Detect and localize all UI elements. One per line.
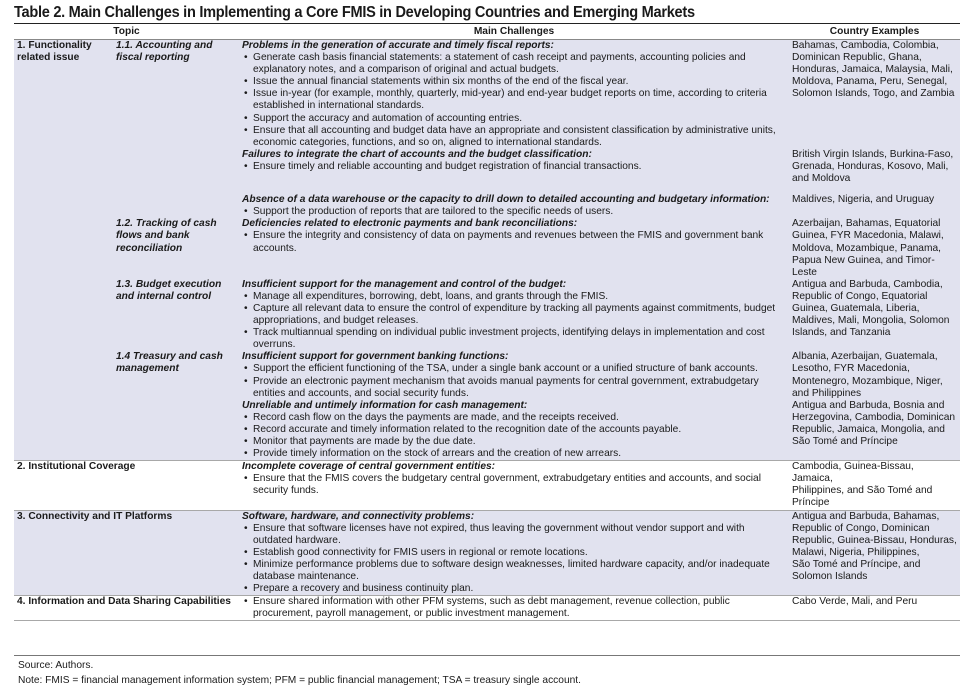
table-row <box>14 461 960 510</box>
country-example-line: Malawi, Nigeria, Philippines, <box>792 546 920 558</box>
challenge-bullets <box>242 206 786 218</box>
challenge-cell <box>239 596 789 621</box>
country-example-line: and Philippines <box>792 387 862 399</box>
challenge-bullet: • Establish good connectivity for FMIS users in regional or remote locations. <box>253 547 786 559</box>
challenge-bullet: • Issue the annual financial statements within six months of the end of the fiscal year. <box>253 76 786 88</box>
topic-cell <box>14 510 239 596</box>
table-row <box>14 351 960 399</box>
challenge-cell <box>239 40 789 149</box>
challenge-bullet: • Manage all expenditures, borrowing, debt, loans, and grants through the FMIS. <box>253 291 786 303</box>
challenge-bullet: • Issue in-year (for example, monthly, quarterly, mid-year) and end-year budget reports on time, according to criteria established in international standards. <box>253 88 786 112</box>
challenge-bullet: • Ensure shared information with other PFM systems, such as debt management, revenue collection, public procurement, payroll management, or public investment management. <box>253 596 786 620</box>
country-example-line: Herzegovina, Cambodia, Dominican <box>792 411 956 423</box>
challenge-bullet: • Track multiannual spending on individual public investment projects, identifying delays in implementation and cost overruns. <box>253 327 786 351</box>
topic-cell <box>14 149 113 185</box>
country-example-line: Bahamas, Cambodia, Colombia, <box>792 40 939 51</box>
challenge-cell <box>239 218 789 278</box>
topic-cell <box>14 218 113 278</box>
challenge-heading: Unreliable and untimely information for cash management: <box>242 399 528 411</box>
table-row <box>14 149 960 185</box>
challenge-bullet: • Ensure that the FMIS covers the budgetary central government, extrabudgetary entities and accounts, and social security funds. <box>253 473 786 497</box>
country-example-line: Islands, and Tanzania <box>792 327 891 339</box>
topic-label: 1. Functionality related issue <box>17 40 92 64</box>
country-example-line: São Tomé and Príncipe, and <box>792 558 921 570</box>
challenge-cell <box>239 279 789 352</box>
country-examples-cell <box>789 596 960 621</box>
subtopic-cell <box>113 351 239 399</box>
challenge-bullet: • Monitor that payments are made by the due date. <box>253 436 786 448</box>
topic-cell <box>14 400 113 461</box>
challenge-bullets <box>242 291 786 351</box>
challenge-bullet: • Minimize performance problems due to software design weaknesses, limited hardware capacity, and/or inadequate database maintenance. <box>253 559 786 583</box>
subtopic-cell <box>113 40 239 149</box>
country-examples-cell <box>789 400 960 461</box>
header-topic: Topic <box>14 25 239 40</box>
topic-cell <box>14 461 239 510</box>
source-note: Source: Authors. <box>18 660 94 671</box>
country-example-line: Solomon Islands, Togo, and Zambia <box>792 88 955 100</box>
country-examples-cell <box>789 185 960 218</box>
subtopic-cell <box>113 149 239 185</box>
country-example-line: Albania, Azerbaijan, Guatemala, <box>792 351 938 363</box>
topic-cell <box>14 351 113 399</box>
subtopic-label: 1.3. Budget execution and internal control <box>116 278 222 302</box>
challenge-bullet: • Support the accuracy and automation of accounting entries. <box>253 113 786 125</box>
challenge-heading: Failures to integrate the chart of accounts and the budget classification: <box>242 148 592 160</box>
country-example-line: Moldova, Panama, Peru, Senegal, <box>792 76 948 88</box>
country-example-line: Guinea, FYR Macedonia, Malawi, <box>792 230 944 242</box>
subtopic-label: 1.4 Treasury and cash management <box>116 351 223 375</box>
country-example-line: and Moldova <box>792 173 851 185</box>
country-example-line: Príncipe <box>792 497 830 509</box>
country-example-line: Guinea, Guatemala, Liberia, <box>792 302 920 314</box>
country-examples-cell <box>789 510 960 596</box>
topic-cell <box>14 279 113 352</box>
challenge-bullets <box>242 523 786 596</box>
country-example-line: Azerbaijan, Bahamas, Equatorial <box>792 218 941 230</box>
top-rule <box>14 23 960 24</box>
challenge-bullet: • Provide timely information on the stock of arrears and the creation of new arrears. <box>253 448 786 460</box>
challenge-heading: Insufficient support for the management and control of the budget: <box>242 278 567 290</box>
table-header-row <box>14 25 960 40</box>
country-example-line: Papua New Guinea, and Timor-Leste <box>792 254 935 278</box>
challenge-bullet: • Ensure the integrity and consistency of data on payments and revenues between the FMIS and government bank accounts. <box>253 230 786 254</box>
country-example-line: Philippines, and São Tomé and <box>792 485 933 497</box>
table-row <box>14 400 960 461</box>
country-example-line: Maldives, Mali, Mongolia, Solomon <box>792 315 950 327</box>
country-example-line: Antigua and Barbuda, Cambodia, <box>792 278 943 290</box>
block-spacer <box>242 185 786 194</box>
topic-label: 3. Connectivity and IT Platforms <box>17 510 173 522</box>
table-row <box>14 40 960 149</box>
bottom-rule <box>14 655 960 656</box>
country-examples-cell <box>789 351 960 399</box>
country-examples-cell <box>789 461 960 510</box>
table-row <box>14 218 960 278</box>
table-row <box>14 510 960 596</box>
challenge-heading: Problems in the generation of accurate and timely fiscal reports: <box>242 40 554 51</box>
country-example-line: Honduras, Jamaica, Malaysia, Mali, <box>792 64 953 76</box>
country-example-line: British Virgin Islands, Burkina-Faso, <box>792 148 954 160</box>
challenge-bullets <box>242 473 786 497</box>
challenge-heading: Incomplete coverage of central government entities: <box>242 461 496 473</box>
subtopic-cell <box>113 218 239 278</box>
country-example-line: Montenegro, Mozambique, Niger, <box>792 375 943 387</box>
header-country-examples: Country Examples <box>789 25 960 40</box>
country-example-line: Republic, Guinea-Bissau, Honduras, <box>792 534 957 546</box>
country-example-line: Lesotho, FYR Macedonia, <box>792 363 910 375</box>
country-example-line: Maldives, Nigeria, and Uruguay <box>792 194 935 206</box>
challenge-bullets <box>242 412 786 460</box>
challenge-bullets <box>242 596 786 620</box>
subtopic-label: 1.1. Accounting and fiscal reporting <box>116 40 213 64</box>
challenge-bullet: • Ensure that software licenses have not expired, thus leaving the government without vendor support and with outdated hardware. <box>253 523 786 547</box>
country-examples-cell <box>789 279 960 352</box>
challenge-heading: Insufficient support for government banking functions: <box>242 351 509 363</box>
country-examples-cell <box>789 149 960 185</box>
subtopic-cell <box>113 279 239 352</box>
challenge-bullet: • Record accurate and timely information related to the recognition date of the accounts payable. <box>253 424 786 436</box>
topic-label: 4. Information and Data Sharing Capabilities <box>17 596 231 608</box>
challenge-cell <box>239 351 789 399</box>
challenge-bullets <box>242 363 786 399</box>
challenge-cell <box>239 461 789 510</box>
topic-cell <box>14 596 239 621</box>
challenge-bullets <box>242 161 786 173</box>
country-example-line: Antigua and Barbuda, Bosnia and <box>792 399 945 411</box>
challenge-cell <box>239 510 789 596</box>
country-example-line: Republic, Jamaica, Mongolia, and <box>792 423 945 435</box>
challenge-cell <box>239 185 789 218</box>
challenge-heading: Deficiencies related to electronic payments and bank reconciliations: <box>242 218 578 230</box>
country-example-line: Republic of Congo, Equatorial <box>792 290 928 302</box>
country-example-line: Grenada, Honduras, Kosovo, Mali, <box>792 160 949 172</box>
abbreviation-note: Note: FMIS = financial management information system; PFM = public financial management; TSA = treasury single account. <box>18 675 581 686</box>
table-row <box>14 185 960 218</box>
country-example-line: Moldova, Mozambique, Panama, <box>792 242 941 254</box>
country-example-line: Antigua and Barbuda, Bahamas, <box>792 510 940 522</box>
subtopic-cell <box>113 185 239 218</box>
challenge-bullet: • Prepare a recovery and business continuity plan. <box>253 583 786 595</box>
topic-cell <box>14 40 113 149</box>
country-example-line: Cambodia, Guinea-Bissau, Jamaica, <box>792 461 914 485</box>
challenge-bullet: • Capture all relevant data to ensure the control of expenditure by tracking all payments against commitments, budget appropriations, and budget releases. <box>253 303 786 327</box>
block-spacer <box>792 185 957 194</box>
topic-label: 2. Institutional Coverage <box>17 461 136 473</box>
table-title: Table 2. Main Challenges in Implementing a Core FMIS in Developing Countries and Emerging Markets <box>14 4 695 21</box>
challenge-bullet: • Support the production of reports that are tailored to the specific needs of users. <box>253 206 786 218</box>
topic-cell <box>14 185 113 218</box>
challenge-cell <box>239 149 789 185</box>
challenge-cell <box>239 400 789 461</box>
country-example-line: São Tomé and Príncipe <box>792 436 898 447</box>
challenge-bullet: • Ensure that all accounting and budget data have an appropriate and consistent classification by administrative units, economic categories, functions, and so on, aligned to international standards. <box>253 125 786 149</box>
country-example-line: Cabo Verde, Mali, and Peru <box>792 596 918 608</box>
challenge-bullet: • Support the efficient functioning of the TSA, under a single bank account or a unified structure of bank accounts. <box>253 363 786 375</box>
challenge-bullets <box>242 230 786 254</box>
challenge-heading: Absence of a data warehouse or the capacity to drill down to detailed accounting and budgetary information: <box>242 194 770 206</box>
country-examples-cell <box>789 218 960 278</box>
country-example-line: Solomon Islands <box>792 571 868 583</box>
subtopic-cell <box>113 400 239 461</box>
table-row <box>14 279 960 352</box>
country-examples-cell <box>789 40 960 149</box>
table-body <box>14 40 960 621</box>
table-row <box>14 596 960 621</box>
subtopic-label: 1.2. Tracking of cash flows and bank reconciliation <box>116 218 217 254</box>
challenge-bullets <box>242 52 786 149</box>
challenge-heading: Software, hardware, and connectivity problems: <box>242 510 475 522</box>
challenges-table <box>14 25 960 621</box>
challenge-bullet: • Record cash flow on the days the payments are made, and the receipts received. <box>253 412 786 424</box>
challenge-bullet: • Provide an electronic payment mechanism that avoids manual payments for central government, extrabudgetary entities and accounts, and social security funds. <box>253 376 786 400</box>
challenge-bullet: • Ensure timely and reliable accounting and budget registration of financial transactions. <box>253 161 786 173</box>
challenge-bullet: • Generate cash basis financial statements: a statement of cash receipt and payments, accounting policies and explanatory notes, and a comparison of original and actual budgets. <box>253 52 786 76</box>
country-example-line: Republic of Congo, Dominican <box>792 522 930 534</box>
country-example-line: Dominican Republic, Ghana, <box>792 52 922 64</box>
header-main-challenges: Main Challenges <box>239 25 789 40</box>
